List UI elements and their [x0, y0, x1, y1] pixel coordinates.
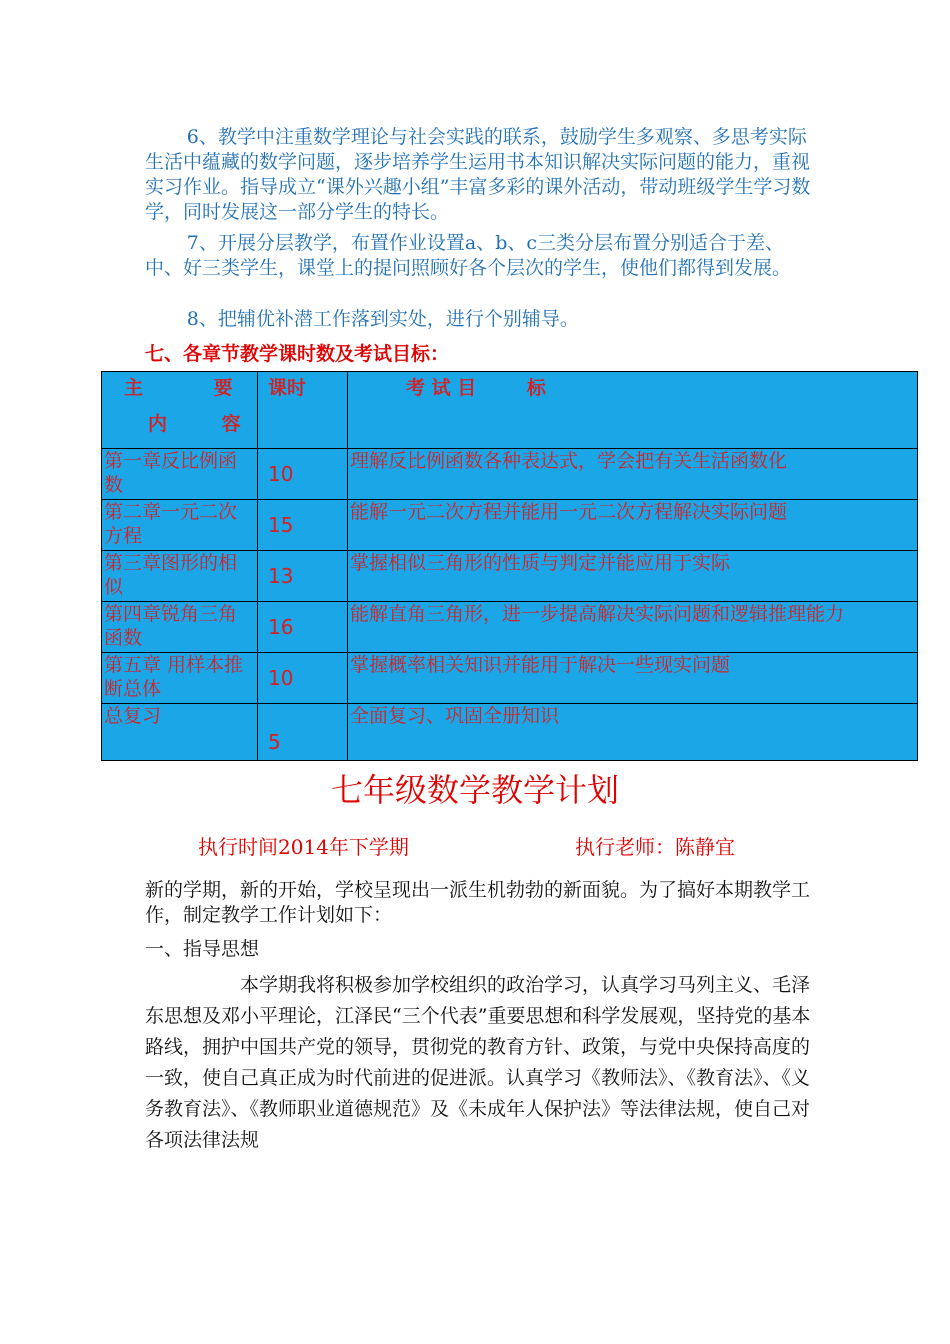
chapter-cell: 第一章反比例函数 [102, 449, 258, 500]
goal-cell: 能解直角三角形，进一步提高解决实际问题和逻辑推理能力 [348, 602, 918, 653]
hours-cell: 15 [258, 500, 348, 551]
paragraph-7-text: 7、开展分层教学，布置作业设置a、b、c三类分层布置分别适合于差、中、好三类学生，课堂上的提问照顾好各个层次的学生，使他们都得到发展。 [145, 232, 792, 279]
header-goal-a: 考 试 目 [406, 377, 477, 399]
execution-teacher: 执行老师：陈静宜 [575, 835, 735, 859]
header-content-1b: 要 [213, 377, 233, 399]
chapter-hours-table [101, 371, 918, 761]
execution-time: 执行时间2014年下学期 [198, 835, 409, 859]
chapter-cell: 第五章 用样本推断总体 [102, 653, 258, 704]
header-content [102, 372, 258, 449]
table-row [102, 653, 918, 704]
hours-cell: 10 [258, 653, 348, 704]
table-row [102, 449, 918, 500]
chapter-cell: 第四章锐角三角函数 [102, 602, 258, 653]
table-row [102, 602, 918, 653]
header-hours [258, 372, 348, 449]
plan-title: 七年级数学教学计划 [330, 771, 619, 809]
paragraph-8-text: 8、把辅优补潜工作落到实处，进行个别辅导。 [186, 308, 579, 330]
paragraph-7 [145, 231, 815, 281]
goal-cell: 全面复习、巩固全册知识 [348, 704, 918, 761]
chapter-cell: 第二章一元二次方程 [102, 500, 258, 551]
section-7-heading: 七、各章节教学课时数及考试目标： [145, 343, 450, 365]
chapter-cell: 总复习 [102, 704, 258, 761]
header-goal-b: 标 [526, 377, 546, 399]
table-row [102, 500, 918, 551]
guide-heading: 一、指导思想 [145, 938, 260, 960]
hours-cell: 10 [258, 449, 348, 500]
intro-paragraph: 新的学期，新的开始，学校呈现出一派生机勃勃的新面貌。为了搞好本期教学工作，制定教学工作计划如下： [145, 879, 811, 926]
table-header-row [102, 372, 918, 449]
table-row [102, 704, 918, 761]
header-content-2b: 容 [221, 413, 241, 435]
goal-cell: 理解反比例函数各种表达式，学会把有关生活函数化 [348, 449, 918, 500]
chapter-cell: 第三章图形的相似 [102, 551, 258, 602]
goal-cell: 能解一元二次方程并能用一元二次方程解决实际问题 [348, 500, 918, 551]
header-content-1a: 主 [124, 377, 144, 399]
header-content-2a: 内 [148, 413, 168, 435]
hours-cell: 13 [258, 551, 348, 602]
header-hours-label: 课时 [268, 377, 307, 399]
paragraph-8 [145, 307, 815, 332]
hours-cell: 5 [258, 704, 348, 761]
guide-section [145, 970, 815, 1156]
paragraph-6 [145, 125, 815, 225]
table-row [102, 551, 918, 602]
guide-paragraph: 本学期我将积极参加学校组织的政治学习，认真学习马列主义、毛泽东思想及邓小平理论，江泽民“三个代表”重要思想和科学发展观，坚持党的基本路线，拥护中国共产党的领导，贯彻党的教育方针、政策，与党中央保持高度的一致，使自己真正成为时代前进的促进派。认真学习《教师法》、《教育法》、《义务教育法》、《教师职业道德规范》及《未成年人保护法》等法律法规，使自己对各项法律法规 [145, 974, 811, 1151]
goal-cell: 掌握相似三角形的性质与判定并能应用于实际 [348, 551, 918, 602]
hours-cell: 16 [258, 602, 348, 653]
goal-cell: 掌握概率相关知识并能用于解决一些现实问题 [348, 653, 918, 704]
header-goal [348, 372, 918, 449]
paragraph-6-text: 6、教学中注重数学理论与社会实践的联系，鼓励学生多观察、多思考实际生活中蕴藏的数学问题，逐步培养学生运用书本知识解决实际问题的能力，重视实习作业。指导成立“课外兴趣小组”丰富多彩的课外活动，带动班级学生学习数学，同时发展这一部分学生的特长。 [145, 126, 811, 223]
